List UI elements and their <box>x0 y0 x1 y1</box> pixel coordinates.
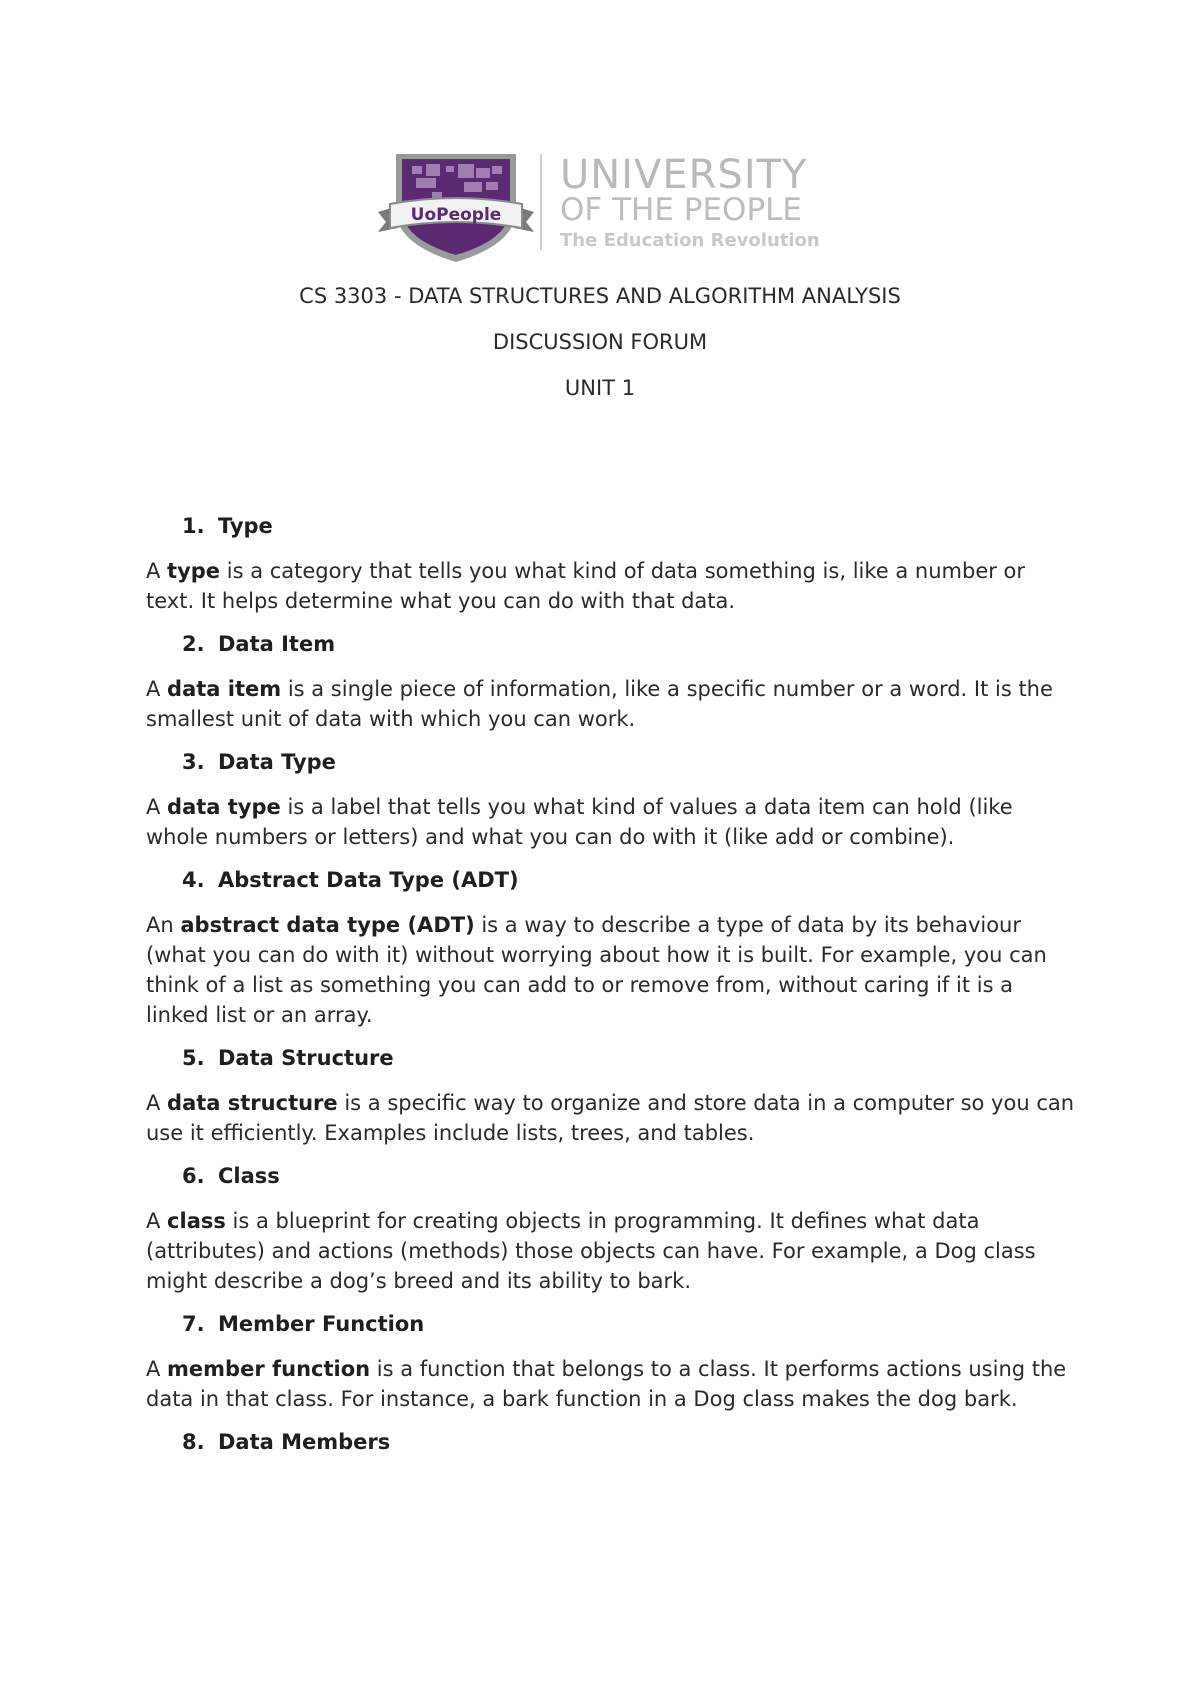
item-body-text: is a function that belongs to a class. It performs actions using the data in that class. For instance, a bark function in a Dog class makes the dog bark. <box>146 1357 1067 1411</box>
item-heading <box>182 1428 1076 1456</box>
item-body <box>146 556 1076 616</box>
item-heading <box>182 512 1076 540</box>
item-title: Class <box>218 1164 280 1188</box>
item-number: 5. <box>182 1046 205 1070</box>
item-title: Abstract Data Type (ADT) <box>218 868 519 892</box>
item-title: Data Members <box>218 1430 391 1454</box>
item-number: 1. <box>182 514 205 538</box>
item-body-text: is a label that tells you what kind of values a data item can hold (like whole numbers or letters) and what you can do with it (like add or combine). <box>146 795 1013 849</box>
item-number: 7. <box>182 1312 205 1336</box>
item-body-text: is a category that tells you what kind of data something is, like a number or text. It helps determine what you can do with that data. <box>146 559 1026 613</box>
item-title: Type <box>218 514 273 538</box>
item-body <box>146 1354 1076 1414</box>
badge-text: UoPeople <box>410 205 502 225</box>
definition-item <box>146 512 1076 616</box>
item-body <box>146 1088 1076 1148</box>
item-term: data structure <box>167 1091 338 1115</box>
item-term: abstract data type (ADT) <box>180 913 475 937</box>
item-number: 2. <box>182 632 205 656</box>
definition-item <box>146 866 1076 1030</box>
shield-crest-icon <box>376 148 536 266</box>
item-body-text: is a single piece of information, like a specific number or a word. It is the smallest unit of data with which you can work. <box>146 677 1053 731</box>
item-body-text: is a blueprint for creating objects in programming. It defines what data (attributes) and actions (methods) those objects can have. For example, a Dog class might describe a dog’s breed and its ability to bark. <box>146 1209 1036 1293</box>
item-body-lead: An <box>146 913 181 937</box>
item-body-lead: A <box>146 559 168 583</box>
definition-item <box>146 1162 1076 1296</box>
logo-university: UNIVERSITY <box>560 152 808 198</box>
item-title: Data Type <box>218 750 336 774</box>
university-logo <box>376 148 826 268</box>
item-number: 4. <box>182 868 205 892</box>
item-term: data item <box>167 677 282 701</box>
item-title: Data Item <box>218 632 336 656</box>
item-term: class <box>167 1209 226 1233</box>
definition-item <box>146 1310 1076 1414</box>
item-body <box>146 910 1076 1030</box>
item-term: type <box>167 559 221 583</box>
definition-item <box>146 1044 1076 1148</box>
definition-item <box>146 630 1076 734</box>
item-heading <box>182 866 1076 894</box>
item-body-lead: A <box>146 795 168 819</box>
logo-of-the-people: OF THE PEOPLE <box>560 192 803 228</box>
item-term: member function <box>167 1357 371 1381</box>
logo-divider <box>540 154 542 250</box>
item-number: 8. <box>182 1430 205 1454</box>
item-body-lead: A <box>146 1357 168 1381</box>
item-title: Member Function <box>218 1312 425 1336</box>
item-body-lead: A <box>146 1209 168 1233</box>
course-title: CS 3303 - DATA STRUCTURES AND ALGORITHM ANALYSIS <box>299 284 901 308</box>
item-term: data type <box>167 795 281 819</box>
logo-tagline: The Education Revolution <box>560 230 820 251</box>
definition-item <box>146 748 1076 852</box>
item-number: 6. <box>182 1164 205 1188</box>
item-heading <box>182 748 1076 776</box>
item-heading <box>182 1044 1076 1072</box>
item-body <box>146 792 1076 852</box>
item-body-text: is a specific way to organize and store data in a computer so you can use it efficiently. Examples include lists, trees, and tables. <box>146 1091 1075 1145</box>
item-body-lead: A <box>146 677 168 701</box>
item-body <box>146 1206 1076 1296</box>
forum-title: DISCUSSION FORUM <box>492 330 708 354</box>
item-heading <box>182 1162 1076 1190</box>
item-heading <box>182 630 1076 658</box>
item-number: 3. <box>182 750 205 774</box>
unit-title: UNIT 1 <box>564 376 636 400</box>
item-body-text: is a way to describe a type of data by its behaviour (what you can do with it) without worrying about how it is built. For example, you can think of a list as something you can add to or remove from, without caring if it is a linked list or an array. <box>146 913 1047 1027</box>
item-heading <box>182 1310 1076 1338</box>
definition-item <box>146 1428 1076 1456</box>
item-body-lead: A <box>146 1091 168 1115</box>
definitions-list <box>146 512 1076 1472</box>
item-body <box>146 674 1076 734</box>
item-title: Data Structure <box>218 1046 394 1070</box>
